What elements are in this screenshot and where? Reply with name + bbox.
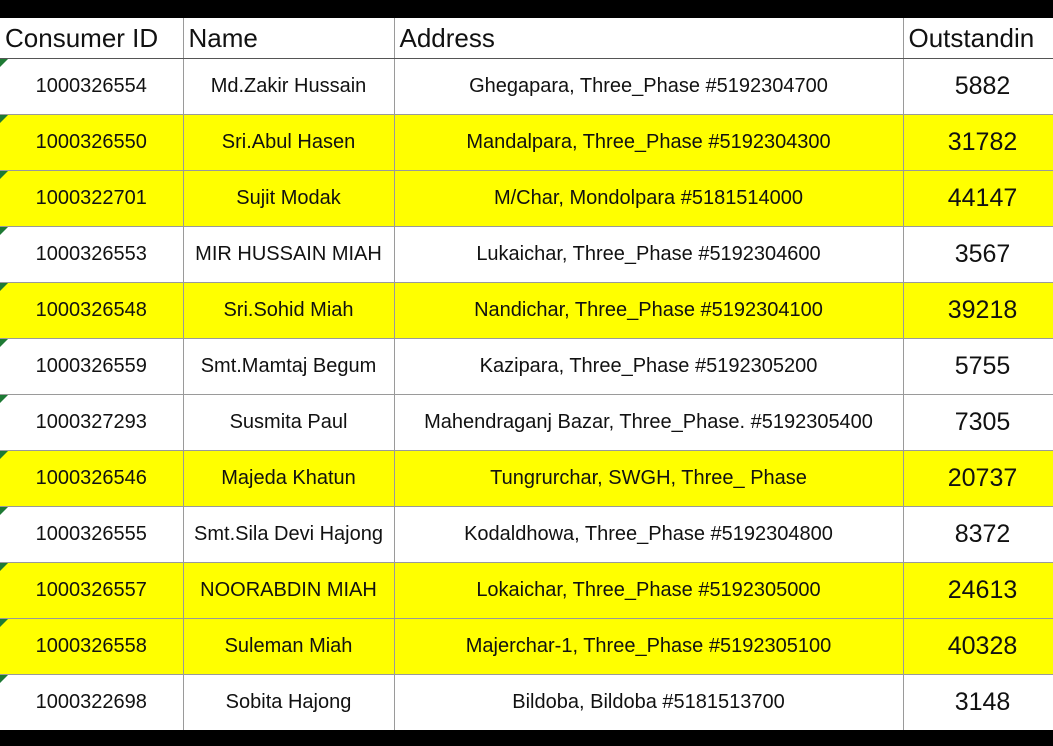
name-cell-text: Majeda Khatun [221,467,356,489]
consumer-id-cell[interactable] [0,339,183,395]
name-cell[interactable] [183,619,394,675]
outstanding-cell-text: 3148 [954,688,1011,716]
name-cell-text: Smt.Mamtaj Begum [200,355,377,377]
address-cell-text: Bildoba, Bildoba #5181513700 [512,691,785,713]
header-address[interactable]: Address [394,18,903,59]
table-row [0,675,1053,731]
address-cell[interactable] [394,227,903,283]
cell-note-marker-icon [0,59,8,67]
outstanding-cell[interactable] [903,395,1053,451]
name-cell-text: NOORABDIN MIAH [200,579,377,601]
consumer-table [0,18,1053,730]
outstanding-cell[interactable] [903,171,1053,227]
table-row [0,619,1053,675]
name-cell[interactable] [183,59,394,115]
address-cell[interactable] [394,619,903,675]
address-cell-text: Mahendraganj Bazar, Three_Phase. #5192305400 [424,411,873,433]
address-cell[interactable] [394,283,903,339]
outstanding-cell[interactable] [903,507,1053,563]
outstanding-cell[interactable] [903,115,1053,171]
name-cell-text: Sri.Abul Hasen [221,131,356,153]
address-cell-text: Mandalpara, Three_Phase #5192304300 [466,131,831,153]
name-cell[interactable] [183,675,394,731]
outstanding-cell[interactable] [903,675,1053,731]
name-cell[interactable] [183,339,394,395]
address-cell-text: Tungrurchar, SWGH, Three_ Phase [490,467,807,489]
table-row [0,59,1053,115]
consumer-id-cell-text: 1000326555 [35,523,147,545]
table-row [0,339,1053,395]
outstanding-cell-text: 8372 [954,520,1011,548]
address-cell-text: Kazipara, Three_Phase #5192305200 [479,355,818,377]
address-cell-text: M/Char, Mondolpara #5181514000 [493,187,804,209]
cell-note-marker-icon [0,563,8,571]
cell-note-marker-icon [0,619,8,627]
consumer-id-cell[interactable] [0,619,183,675]
consumer-id-cell[interactable] [0,563,183,619]
spreadsheet [0,18,1053,730]
address-cell[interactable] [394,675,903,731]
address-cell[interactable] [394,59,903,115]
consumer-id-cell[interactable] [0,227,183,283]
name-cell-text: MIR HUSSAIN MIAH [195,243,382,265]
name-cell[interactable] [183,395,394,451]
consumer-id-cell[interactable] [0,507,183,563]
name-cell-text: Md.Zakir Hussain [210,75,367,97]
outstanding-cell[interactable] [903,339,1053,395]
consumer-id-cell-text: 1000326559 [35,355,147,377]
outstanding-cell-text: 5882 [954,72,1011,100]
table-row [0,171,1053,227]
name-cell[interactable] [183,283,394,339]
table-row [0,115,1053,171]
address-cell[interactable] [394,395,903,451]
consumer-id-cell[interactable] [0,115,183,171]
outstanding-cell[interactable] [903,227,1053,283]
table-row [0,283,1053,339]
consumer-id-cell[interactable] [0,451,183,507]
address-cell[interactable] [394,507,903,563]
address-cell[interactable] [394,563,903,619]
consumer-id-cell-text: 1000326554 [35,75,147,97]
cell-note-marker-icon [0,283,8,291]
consumer-id-cell-text: 1000326557 [35,579,147,601]
outstanding-cell-text: 5755 [954,352,1011,380]
outstanding-cell[interactable] [903,451,1053,507]
table-row [0,451,1053,507]
outstanding-cell[interactable] [903,563,1053,619]
outstanding-cell[interactable] [903,619,1053,675]
consumer-id-cell-text: 1000326553 [35,243,147,265]
address-cell[interactable] [394,115,903,171]
header-row [0,18,1053,59]
address-cell-text: Ghegapara, Three_Phase #5192304700 [469,75,828,97]
outstanding-cell-text: 20737 [947,464,1018,492]
name-cell-text: Smt.Sila Devi Hajong [194,523,383,545]
table-row [0,395,1053,451]
name-cell[interactable] [183,171,394,227]
name-cell-text: Susmita Paul [229,411,348,433]
address-cell[interactable] [394,451,903,507]
name-cell-text: Sujit Modak [236,187,341,209]
consumer-id-cell-text: 1000327293 [35,411,147,433]
outstanding-cell-text: 44147 [947,184,1018,212]
address-cell-text: Kodaldhowa, Three_Phase #5192304800 [464,523,833,545]
address-cell-text: Lokaichar, Three_Phase #5192305000 [476,579,821,601]
outstanding-cell[interactable] [903,59,1053,115]
outstanding-cell[interactable] [903,283,1053,339]
outstanding-cell-text: 39218 [947,296,1018,324]
outstanding-cell-text: 31782 [947,128,1018,156]
name-cell[interactable] [183,507,394,563]
consumer-id-cell-text: 1000326546 [35,467,147,489]
address-cell-text: Nandichar, Three_Phase #5192304100 [474,299,823,321]
consumer-id-cell-text: 1000322701 [35,187,147,209]
consumer-id-cell-text: 1000326548 [35,299,147,321]
name-cell[interactable] [183,227,394,283]
table-row [0,507,1053,563]
consumer-id-cell[interactable] [0,59,183,115]
cell-note-marker-icon [0,675,8,683]
consumer-id-cell-text: 1000326550 [35,131,147,153]
name-cell[interactable] [183,115,394,171]
name-cell-text: Sobita Hajong [225,691,352,713]
table-row [0,227,1053,283]
header-outstanding[interactable]: Outstandin [903,18,1053,59]
consumer-id-cell[interactable] [0,675,183,731]
outstanding-cell-text: 24613 [947,576,1018,604]
consumer-id-cell[interactable] [0,395,183,451]
consumer-id-cell[interactable] [0,171,183,227]
consumer-id-cell-text: 1000326558 [35,635,147,657]
address-cell-text: Majerchar-1, Three_Phase #5192305100 [465,635,832,657]
cell-note-marker-icon [0,507,8,515]
cell-note-marker-icon [0,395,8,403]
cell-note-marker-icon [0,115,8,123]
name-cell-text: Sri.Sohid Miah [223,299,354,321]
cell-note-marker-icon [0,451,8,459]
header-consumer-id[interactable]: Consumer ID [0,18,183,59]
address-cell[interactable] [394,171,903,227]
outstanding-cell-text: 7305 [954,408,1011,436]
address-cell-text: Lukaichar, Three_Phase #5192304600 [476,243,821,265]
address-cell[interactable] [394,339,903,395]
name-cell[interactable] [183,451,394,507]
name-cell[interactable] [183,563,394,619]
table-row [0,563,1053,619]
cell-note-marker-icon [0,339,8,347]
header-name[interactable]: Name [183,18,394,59]
name-cell-text: Suleman Miah [224,635,353,657]
outstanding-cell-text: 3567 [954,240,1011,268]
cell-note-marker-icon [0,171,8,179]
consumer-id-cell[interactable] [0,283,183,339]
cell-note-marker-icon [0,227,8,235]
consumer-id-cell-text: 1000322698 [35,691,147,713]
outstanding-cell-text: 40328 [947,632,1018,660]
